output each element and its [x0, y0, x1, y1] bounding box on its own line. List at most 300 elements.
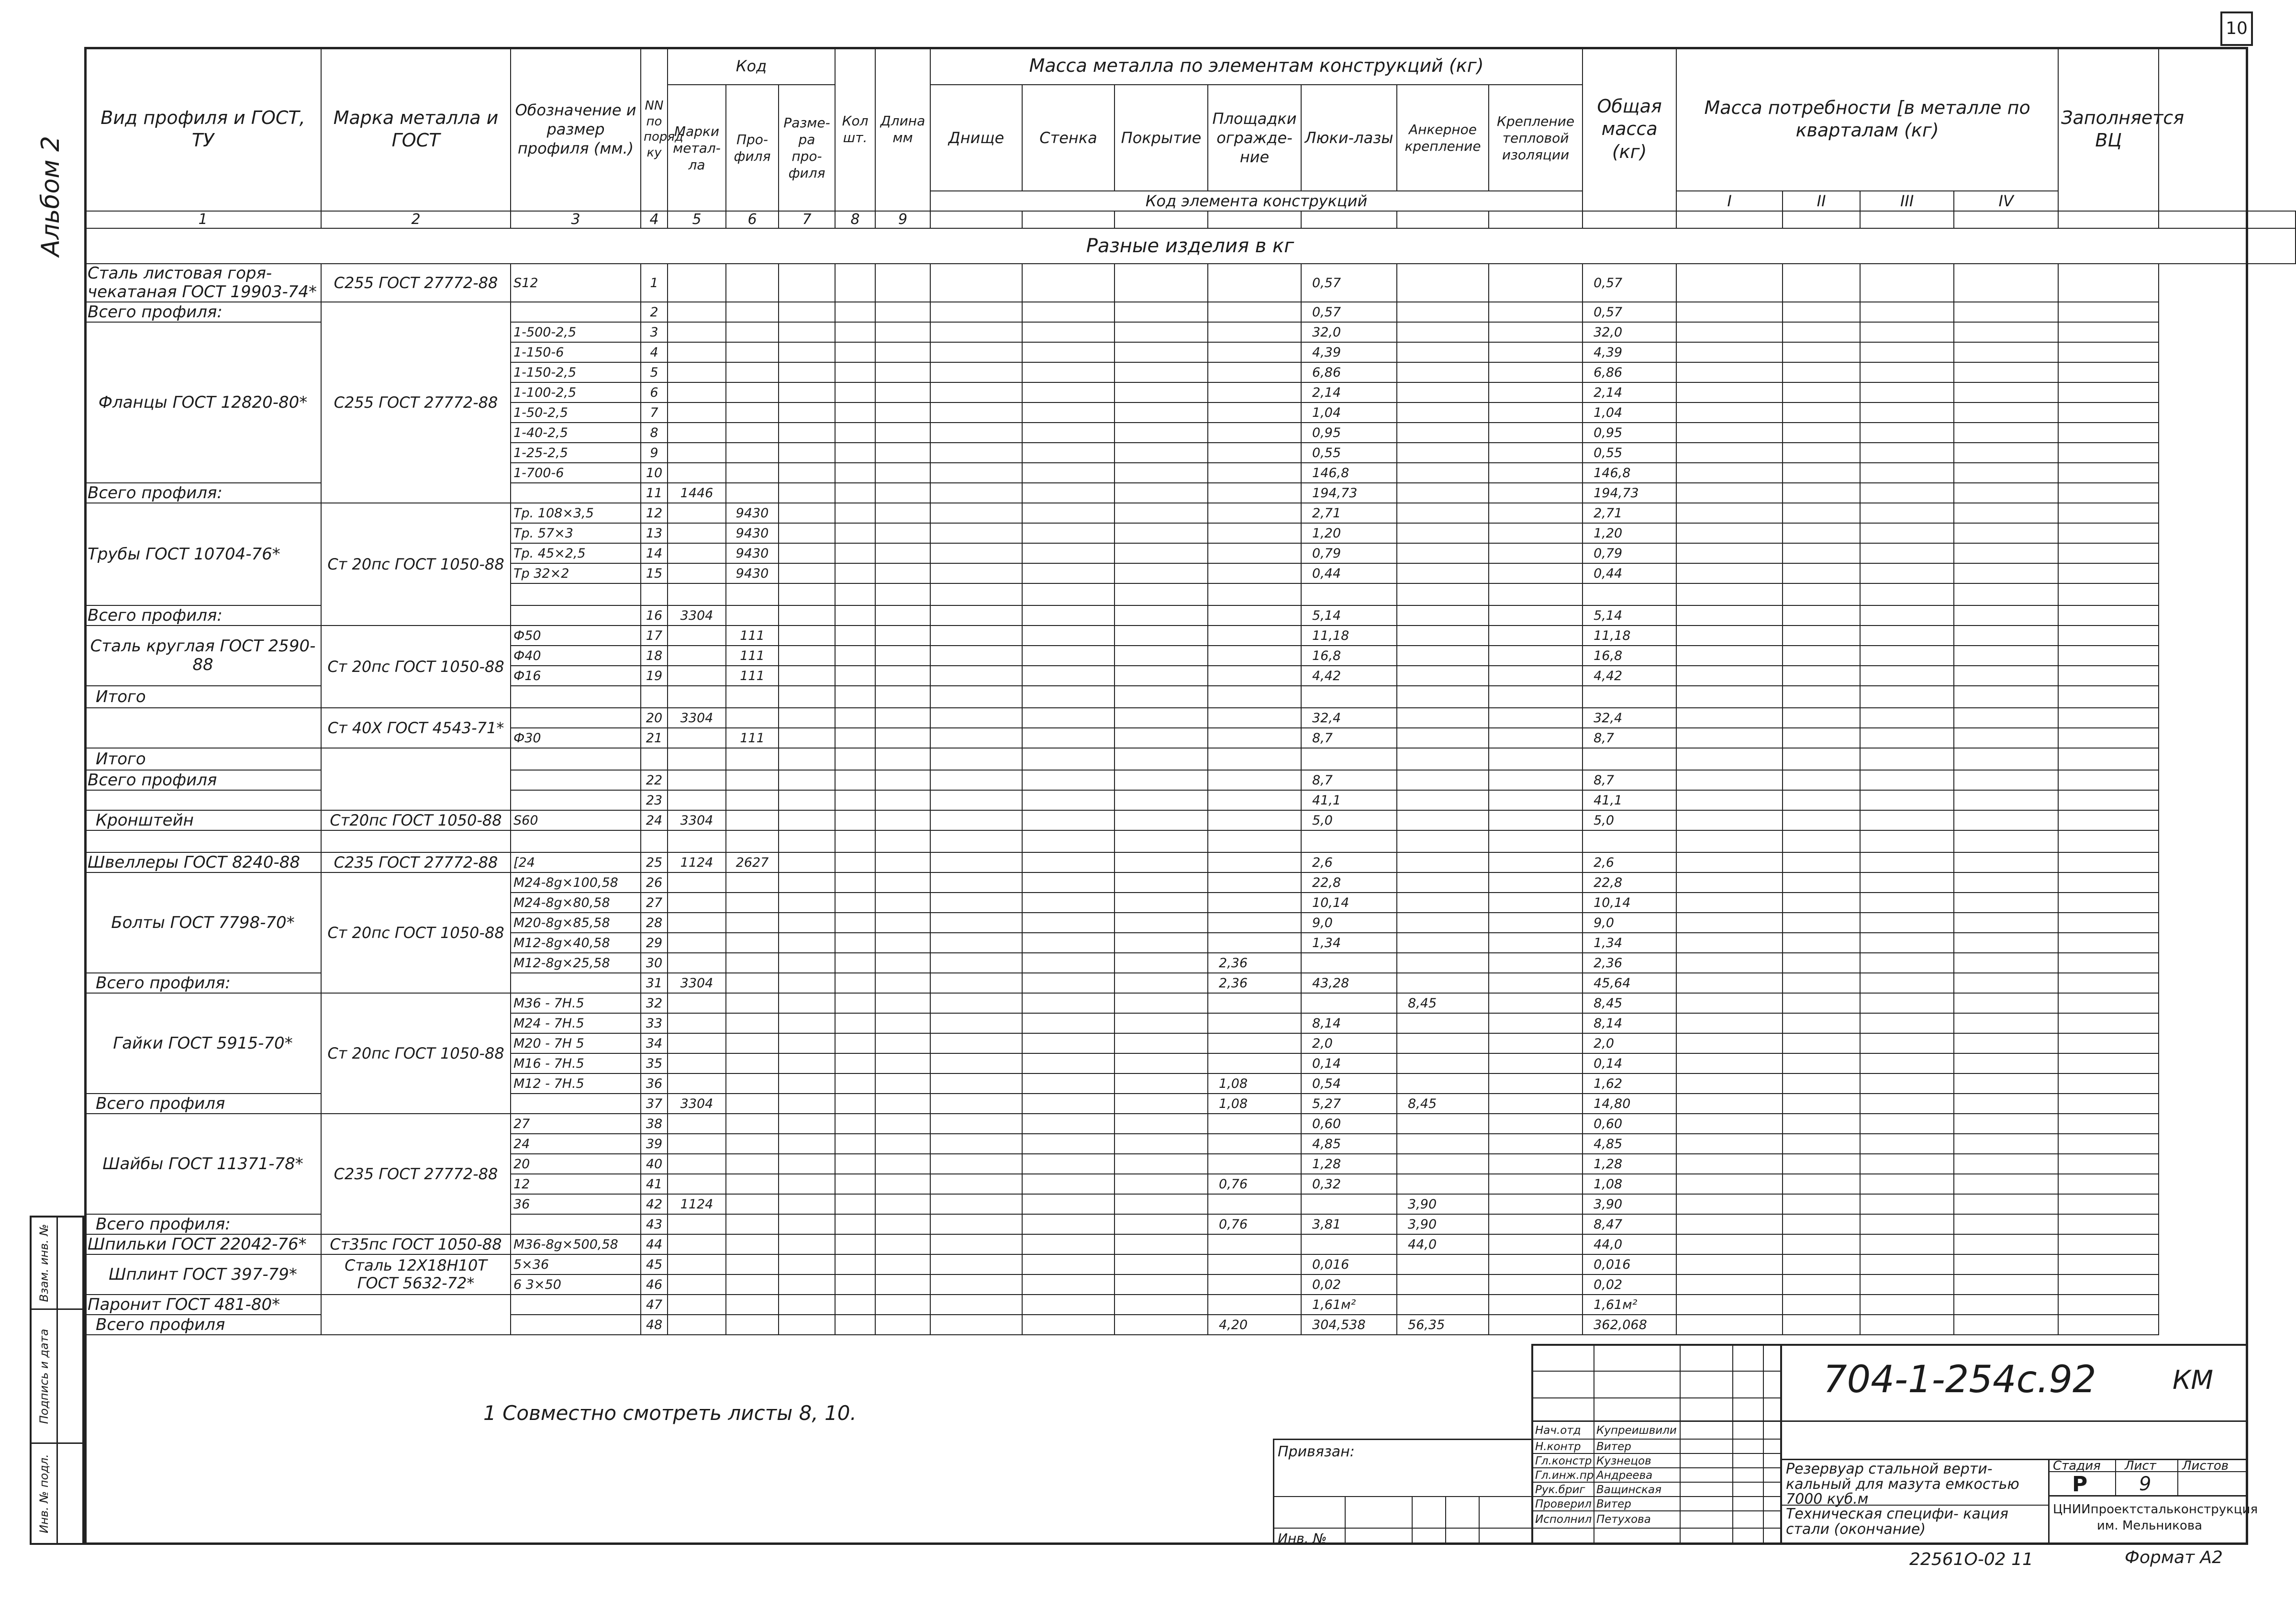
quarter-cell — [1676, 626, 1783, 646]
wall-mass-cell — [1022, 1254, 1115, 1274]
code-profile-cell — [726, 443, 779, 463]
grade-cell: Ст 20пс ГОСТ 1050-88 — [321, 503, 511, 626]
platforms-mass-cell — [1208, 646, 1301, 666]
hatches-mass-cell — [1301, 993, 1397, 1013]
length-cell — [875, 543, 930, 563]
mass-group-header: Масса металла по элементам конструкций (кг) — [930, 47, 1583, 85]
code-mark-cell: 1124 — [668, 1194, 726, 1214]
anchor-mass-cell — [1397, 872, 1489, 893]
quarter-cell — [1783, 1315, 1860, 1335]
insulation-mass-cell — [1489, 1114, 1583, 1134]
quarter-cell — [1860, 748, 1954, 770]
quarter-cell — [1860, 993, 1954, 1013]
quarter-cell — [1954, 362, 2058, 382]
insulation-mass-cell — [1489, 322, 1583, 342]
code-profile-cell — [726, 1013, 779, 1033]
bottom-mass-cell — [930, 748, 1022, 770]
quarter-cell — [1783, 1274, 1860, 1295]
quarter-cell — [1860, 523, 1954, 543]
size-cell: Тр. 108×3,5 — [511, 503, 641, 523]
qty-cell — [835, 666, 875, 686]
hatches-mass-cell: 8,7 — [1301, 728, 1397, 748]
insulation-mass-cell — [1489, 523, 1583, 543]
quarter-cell — [1676, 748, 1783, 770]
hatches-mass-cell — [1301, 1234, 1397, 1254]
code-profile-cell — [726, 953, 779, 973]
length-cell — [875, 1295, 930, 1315]
code-size-cell — [779, 483, 835, 503]
grade-cell: Ст 20пс ГОСТ 1050-88 — [321, 993, 511, 1114]
size-cell: 36 — [511, 1194, 641, 1214]
table-row — [85, 852, 2296, 872]
platforms-mass-cell — [1208, 728, 1301, 748]
platforms-mass-cell: 2,36 — [1208, 973, 1301, 993]
quarter-cell — [1676, 1134, 1783, 1154]
insulation-mass-cell — [1489, 708, 1583, 728]
code-mark-cell — [668, 993, 726, 1013]
insulation-mass-cell — [1489, 852, 1583, 872]
quarter-cell — [1676, 402, 1783, 423]
quarter-cell — [1783, 790, 1860, 810]
code-size-cell — [779, 563, 835, 583]
anchor-mass-cell — [1397, 770, 1489, 790]
quarter-cell — [1783, 830, 1860, 852]
code-size-cell — [779, 973, 835, 993]
row-number-cell: 39 — [641, 1134, 668, 1154]
platforms-mass-cell: 2,36 — [1208, 953, 1301, 973]
row-number-cell: 26 — [641, 872, 668, 893]
roof-mass-cell — [1115, 1234, 1208, 1254]
size-cell: 5×36 — [511, 1254, 641, 1274]
hatches-mass-cell: 1,28 — [1301, 1154, 1397, 1174]
code-mark-cell — [668, 893, 726, 913]
size-cell — [511, 483, 641, 503]
quarter-cell — [1860, 503, 1954, 523]
qty-cell — [835, 543, 875, 563]
qty-cell — [835, 830, 875, 852]
quarter-cell — [1954, 1053, 2058, 1073]
note-text: 1 Совместно смотреть листы 8, 10. — [483, 1401, 857, 1425]
sheet-label: Лист — [2125, 1459, 2156, 1473]
code-mark-header: Марки метал- ла — [668, 85, 726, 211]
anchor-mass-cell — [1397, 1053, 1489, 1073]
code-profile-cell — [726, 1174, 779, 1194]
qty-cell — [835, 646, 875, 666]
quarter-cell — [1954, 646, 2058, 666]
qty-cell — [835, 1134, 875, 1154]
quarter-cell — [1860, 583, 1954, 605]
platforms-mass-cell — [1208, 748, 1301, 770]
column-numbers-row — [85, 211, 2296, 228]
qty-cell — [835, 523, 875, 543]
quarter-cell — [1783, 1094, 1860, 1114]
row-number-cell: 40 — [641, 1154, 668, 1174]
row-number-cell: 27 — [641, 893, 668, 913]
quarter-cell — [1954, 523, 2058, 543]
roof-mass-cell — [1115, 483, 1208, 503]
qty-cell — [835, 302, 875, 322]
quarter-cell — [1860, 1154, 1954, 1174]
code-size-cell — [779, 342, 835, 362]
wall-mass-cell — [1022, 1073, 1115, 1094]
platforms-mass-cell — [1208, 913, 1301, 933]
quarter-cell — [1954, 626, 2058, 646]
platforms-mass-cell — [1208, 563, 1301, 583]
col-profile-header: Вид профиля и ГОСТ, ТУ — [85, 47, 321, 211]
table-row — [85, 1295, 2296, 1315]
code-mark-cell — [668, 583, 726, 605]
bottom-mass-cell — [930, 362, 1022, 382]
anchor-mass-cell — [1397, 893, 1489, 913]
quarter-cell — [1676, 342, 1783, 362]
anchor-mass-cell — [1397, 686, 1489, 708]
section-title: Разные изделия в кг — [85, 228, 2296, 264]
wall-mass-cell — [1022, 770, 1115, 790]
table-row — [85, 872, 2296, 893]
bottom-mass-cell — [930, 1154, 1022, 1174]
size-cell: Ф40 — [511, 646, 641, 666]
profile-cell: Всего профиля — [85, 1315, 321, 1335]
anchor-mass-cell — [1397, 503, 1489, 523]
row-number-cell: 45 — [641, 1254, 668, 1274]
sheets-label: Листов — [2182, 1459, 2229, 1473]
quarter-cell — [1783, 1295, 1860, 1315]
qty-cell — [835, 402, 875, 423]
length-cell — [875, 1174, 930, 1194]
total-mass-cell: 10,14 — [1583, 893, 1676, 913]
length-cell — [875, 443, 930, 463]
row-number-cell — [641, 583, 668, 605]
length-cell — [875, 790, 930, 810]
quarter-cell — [1860, 1033, 1954, 1053]
table-row — [85, 708, 2296, 728]
insulation-mass-cell — [1489, 503, 1583, 523]
quarter-cell — [1676, 708, 1783, 728]
bottom-mass-cell — [930, 646, 1022, 666]
code-profile-cell — [726, 483, 779, 503]
row-number-cell: 36 — [641, 1073, 668, 1094]
quarter-cell — [1676, 1315, 1783, 1335]
vc-cell — [2058, 1094, 2159, 1114]
quarter-cell — [1783, 913, 1860, 933]
insulation-mass-cell — [1489, 872, 1583, 893]
code-profile-cell — [726, 605, 779, 626]
wall-mass-cell — [1022, 1114, 1115, 1134]
platforms-mass-cell — [1208, 993, 1301, 1013]
size-cell: М36 - 7Н.5 — [511, 993, 641, 1013]
size-cell: М24 - 7Н.5 — [511, 1013, 641, 1033]
total-mass-cell: 2,14 — [1583, 382, 1676, 402]
size-cell: 1-25-2,5 — [511, 443, 641, 463]
code-mark-cell — [668, 264, 726, 302]
quarter-cell — [1676, 443, 1783, 463]
length-cell — [875, 264, 930, 302]
length-cell — [875, 1033, 930, 1053]
qty-cell — [835, 1315, 875, 1335]
code-profile-cell — [726, 913, 779, 933]
platforms-mass-cell — [1208, 770, 1301, 790]
hatches-mass-cell: 8,14 — [1301, 1013, 1397, 1033]
elem-roof-header: Покрытие — [1115, 85, 1208, 191]
code-mark-cell — [668, 872, 726, 893]
length-cell — [875, 852, 930, 872]
length-cell — [875, 362, 930, 382]
total-mass-cell: 2,6 — [1583, 852, 1676, 872]
qty-cell — [835, 973, 875, 993]
roof-mass-cell — [1115, 993, 1208, 1013]
wall-mass-cell — [1022, 443, 1115, 463]
vc-cell — [2058, 1114, 2159, 1134]
qty-cell — [835, 748, 875, 770]
bottom-mass-cell — [930, 523, 1022, 543]
length-cell — [875, 1194, 930, 1214]
quarter-cell — [1676, 605, 1783, 626]
wall-mass-cell — [1022, 1053, 1115, 1073]
hatches-mass-cell: 32,4 — [1301, 708, 1397, 728]
bottom-mass-cell — [930, 543, 1022, 563]
quarter-cell — [1676, 728, 1783, 748]
wall-mass-cell — [1022, 605, 1115, 626]
quarter-cell — [1954, 563, 2058, 583]
platforms-mass-cell: 1,08 — [1208, 1094, 1301, 1114]
quarter-cell — [1860, 605, 1954, 626]
quarter-cell — [1954, 1154, 2058, 1174]
row-number-cell: 5 — [641, 362, 668, 382]
length-cell — [875, 463, 930, 483]
bottom-mass-cell — [930, 953, 1022, 973]
bottom-mass-cell — [930, 342, 1022, 362]
code-profile-cell: 2627 — [726, 852, 779, 872]
row-number-cell: 10 — [641, 463, 668, 483]
anchor-mass-cell: 44,0 — [1397, 1234, 1489, 1254]
total-mass-cell: 0,95 — [1583, 423, 1676, 443]
wall-mass-cell — [1022, 666, 1115, 686]
stage-value: Р — [2072, 1472, 2088, 1497]
anchor-mass-cell: 56,35 — [1397, 1315, 1489, 1335]
signer-name: Андреева — [1596, 1469, 1653, 1482]
bottom-mass-cell — [930, 463, 1022, 483]
vc-cell — [2058, 933, 2159, 953]
quarter-cell — [1954, 1194, 2058, 1214]
qty-cell — [835, 1274, 875, 1295]
code-mark-cell — [668, 1174, 726, 1194]
code-size-cell — [779, 322, 835, 342]
vc-cell — [2058, 872, 2159, 893]
code-mark-cell: 3304 — [668, 1094, 726, 1114]
quarter-cell — [1676, 686, 1783, 708]
quarter-cell — [1676, 913, 1783, 933]
code-size-cell — [779, 264, 835, 302]
code-profile-cell — [726, 463, 779, 483]
quarter-cell — [1860, 1254, 1954, 1274]
bottom-mass-cell — [930, 993, 1022, 1013]
profile-cell: Швеллеры ГОСТ 8240-88 — [85, 852, 321, 872]
table-row — [85, 1254, 2296, 1274]
total-mass-cell: 32,4 — [1583, 708, 1676, 728]
bottom-mass-cell — [930, 686, 1022, 708]
insulation-mass-cell — [1489, 646, 1583, 666]
vc-cell — [2058, 443, 2159, 463]
col-number: 4 — [641, 211, 668, 228]
elem-code-label: Код элемента конструкций — [930, 191, 1583, 211]
size-cell — [511, 748, 641, 770]
code-mark-cell: 3304 — [668, 810, 726, 830]
insulation-mass-cell — [1489, 993, 1583, 1013]
bottom-mass-cell — [930, 933, 1022, 953]
hatches-mass-cell: 0,32 — [1301, 1174, 1397, 1194]
quarter-cell — [1860, 1174, 1954, 1194]
code-mark-cell — [668, 1315, 726, 1335]
vc-cell — [2058, 605, 2159, 626]
quarter-cell — [1783, 1254, 1860, 1274]
roof-mass-cell — [1115, 852, 1208, 872]
roof-mass-cell — [1115, 770, 1208, 790]
quarter-cell — [1676, 1053, 1783, 1073]
grade-cell: Ст 40Х ГОСТ 4543-71* — [321, 708, 511, 748]
elem-hatches-header: Люки-лазы — [1301, 85, 1397, 191]
quarter-cell — [1783, 953, 1860, 973]
insulation-mass-cell — [1489, 790, 1583, 810]
bottom-mass-cell — [930, 322, 1022, 342]
vc-cell — [2058, 543, 2159, 563]
size-cell: 1-50-2,5 — [511, 402, 641, 423]
bottom-mass-cell — [930, 1134, 1022, 1154]
anchor-mass-cell — [1397, 1073, 1489, 1094]
quarter-cell — [1783, 382, 1860, 402]
code-profile-cell — [726, 1114, 779, 1134]
row-number-cell: 29 — [641, 933, 668, 953]
quarter-cell — [1676, 810, 1783, 830]
insulation-mass-cell — [1489, 423, 1583, 443]
quarter-cell — [1783, 583, 1860, 605]
qty-cell — [835, 362, 875, 382]
profile-cell: Фланцы ГОСТ 12820-80* — [85, 322, 321, 483]
platforms-mass-cell — [1208, 1134, 1301, 1154]
role: Проверил — [1535, 1498, 1592, 1510]
code-size-cell — [779, 1254, 835, 1274]
anchor-mass-cell: 8,45 — [1397, 1094, 1489, 1114]
length-cell — [875, 953, 930, 973]
code-size-cell — [779, 728, 835, 748]
quarter-cell — [1860, 264, 1954, 302]
quarter-cell — [1954, 973, 2058, 993]
quarter-cell — [1860, 913, 1954, 933]
quarter-cell — [1954, 1033, 2058, 1053]
length-cell — [875, 1315, 930, 1335]
row-number-cell — [641, 830, 668, 852]
hatches-mass-cell: 0,14 — [1301, 1053, 1397, 1073]
quarter-cell — [1783, 728, 1860, 748]
quarter-cell — [1676, 893, 1783, 913]
quarter-cell — [1954, 1254, 2058, 1274]
code-size-cell — [779, 402, 835, 423]
code-mark-cell — [668, 913, 726, 933]
total-mass-cell: 2,71 — [1583, 503, 1676, 523]
code-profile-cell — [726, 1094, 779, 1114]
quarter-cell — [1860, 686, 1954, 708]
total-mass-cell: 0,55 — [1583, 443, 1676, 463]
quarter-cell — [1860, 1013, 1954, 1033]
length-cell — [875, 1053, 930, 1073]
platforms-mass-cell — [1208, 1254, 1301, 1274]
col-number: 3 — [511, 211, 641, 228]
code-profile-cell — [726, 1214, 779, 1234]
anchor-mass-cell — [1397, 1274, 1489, 1295]
size-cell — [511, 790, 641, 810]
strip-replacement — [32, 1218, 82, 1308]
roof-mass-cell — [1115, 322, 1208, 342]
quarter-cell — [1860, 322, 1954, 342]
anchor-mass-cell — [1397, 728, 1489, 748]
quarter-cell — [1783, 1053, 1860, 1073]
quarter-cell — [1954, 503, 2058, 523]
size-cell — [511, 708, 641, 728]
quarter-cell — [1783, 402, 1860, 423]
quarter-cell — [1783, 423, 1860, 443]
archive-code: 22561О-02 11 — [1909, 1550, 2033, 1569]
anchor-mass-cell — [1397, 1013, 1489, 1033]
code-profile-cell: 111 — [726, 666, 779, 686]
roof-mass-cell — [1115, 646, 1208, 666]
code-size-cell — [779, 1033, 835, 1053]
code-mark-cell — [668, 1134, 726, 1154]
code-mark-cell — [668, 523, 726, 543]
quarter-cell — [1954, 342, 2058, 362]
size-cell — [511, 1094, 641, 1114]
quarter-cell — [1954, 913, 2058, 933]
size-cell: 1-700-6 — [511, 463, 641, 483]
code-profile-cell — [726, 993, 779, 1013]
platforms-mass-cell — [1208, 1274, 1301, 1295]
row-number-cell: 48 — [641, 1315, 668, 1335]
total-mass-cell: 8,14 — [1583, 1013, 1676, 1033]
insulation-mass-cell — [1489, 1053, 1583, 1073]
platforms-mass-cell — [1208, 342, 1301, 362]
total-mass-cell — [1583, 686, 1676, 708]
insulation-mass-cell — [1489, 1295, 1583, 1315]
quarter-cell — [1954, 264, 2058, 302]
row-number-cell: 43 — [641, 1214, 668, 1234]
role: Н.контр — [1535, 1441, 1581, 1453]
wall-mass-cell — [1022, 830, 1115, 852]
qty-cell — [835, 790, 875, 810]
quarter-cell — [1783, 543, 1860, 563]
total-mass-cell: 1,28 — [1583, 1154, 1676, 1174]
code-size-cell — [779, 362, 835, 382]
size-cell: Ф50 — [511, 626, 641, 646]
table-row — [85, 810, 2296, 830]
quarter-cell — [1860, 362, 1954, 382]
insulation-mass-cell — [1489, 1315, 1583, 1335]
code-profile-cell — [726, 748, 779, 770]
signer-name: Купреишвили — [1596, 1424, 1677, 1437]
bottom-mass-cell — [930, 1295, 1022, 1315]
wall-mass-cell — [1022, 1094, 1115, 1114]
wall-mass-cell — [1022, 382, 1115, 402]
code-mark-cell — [668, 1154, 726, 1174]
qty-cell — [835, 872, 875, 893]
wall-mass-cell — [1022, 322, 1115, 342]
quarter-cell — [1783, 993, 1860, 1013]
quarter-cell — [1860, 1194, 1954, 1214]
wall-mass-cell — [1022, 893, 1115, 913]
quarter-cell — [1954, 1073, 2058, 1094]
quarter-cell — [1954, 893, 2058, 913]
anchor-mass-cell — [1397, 342, 1489, 362]
length-cell — [875, 402, 930, 423]
roof-mass-cell — [1115, 1154, 1208, 1174]
vc-cell — [2058, 322, 2159, 342]
